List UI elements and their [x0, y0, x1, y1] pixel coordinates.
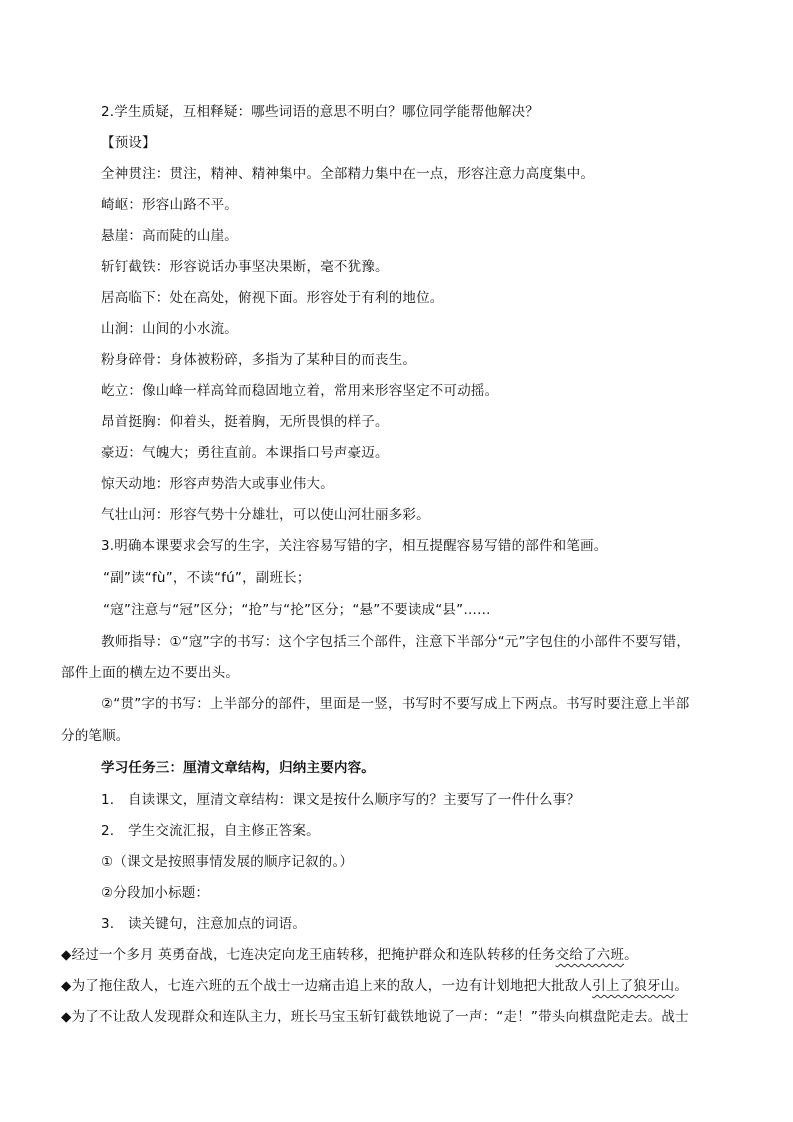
definition-line: 居高临下：处在高处，俯视下面。形容处于有利的地位。 [101, 290, 444, 306]
definition-line: 昂首挺胸：仰着头，挺着胸，无所畏惧的样子。 [101, 414, 389, 430]
key-sentence-bullet [61, 945, 638, 965]
bullet-text: ◆为了拖住敌人，七连六班的五个战士一边痛击追上来的敌人，一边有计划地把大批敌人 [61, 978, 593, 994]
dotted-emphasis: 交给了六班 [555, 947, 625, 963]
subtitle-line: ②分段加小标题： [101, 885, 210, 901]
question-line: 2.学生质疑，互相释疑：哪些词语的意思不明白？哪位同学能帮他解决？ [101, 104, 539, 120]
writing-requirement-line: 3.明确本课要求会写的生字，关注容易写错的字，相互提醒容易写错的部件和笔画。 [101, 538, 608, 554]
numbered-item-2: 2. 学生交流汇报，自主修正答案。 [101, 823, 320, 839]
definition-line: 悬崖：高而陡的山崖。 [101, 228, 238, 244]
key-sentence-bullet [61, 1007, 689, 1027]
definition-line: 粉身碎骨：身体被粉碎，多指为了某种目的而丧生。 [101, 352, 417, 368]
bullet-text: ◆经过一个多月 英勇奋战，七连决定向龙王庙转移，把掩护群众和连队转移的任务 [61, 947, 556, 963]
bullet-end: 。 [624, 947, 638, 963]
guidance-line-two: ②“贯”字的书写：上半部分的部件，里面是一竖，书写时不要写成上下两点。书写时要注意上半部 [101, 696, 690, 712]
definition-line: 豪迈：气魄大；勇往直前。本课指口号声豪迈。 [101, 445, 389, 461]
bullet-text: ◆为了不让敌人发现群众和连队主力，班长马宝玉斩钉截铁地说了一声：“走！”带头向棋盘陀走去。战士 [61, 1009, 689, 1025]
answer-line: ①（课文是按照事情发展的顺序记叙的。） [101, 854, 354, 870]
bullet-end: 。 [674, 978, 689, 994]
definition-line: 斩钉截铁：形容说话办事坚决果断，毫不犹豫。 [101, 259, 389, 275]
distinction-note: “寇”注意与“冠”区分；“抢”与“抡”区分；“悬”不要读成“县”…… [103, 602, 491, 618]
pronunciation-note: “副”读“fù”，不读“fú”，副班长； [103, 570, 311, 586]
definition-line: 全神贯注：贯注，精神、精神集中。全部精力集中在一点，形容注意力高度集中。 [101, 166, 595, 182]
definition-line: 气壮山河：形容气势十分雄壮，可以使山河壮丽多彩。 [101, 507, 430, 523]
key-sentence-bullet [61, 976, 688, 996]
task-three-heading: 学习任务三：厘清文章结构，归纳主要内容。 [101, 760, 375, 776]
teacher-guidance-continuation: 部件上面的横左边不要出头。 [61, 665, 240, 681]
definition-line: 惊天动地：形容声势浩大或事业伟大。 [101, 476, 334, 492]
preset-heading: 【预设】 [101, 135, 156, 151]
definition-line: 崎岖：形容山路不平。 [101, 197, 238, 213]
numbered-item-1: 1. 自读课文，厘清文章结构：课文是按什么顺序写的？主要写了一件什么事？ [101, 792, 581, 808]
definition-line: 屹立：像山峰一样高耸而稳固地立着，常用来形容坚定不可动摇。 [101, 383, 499, 399]
definition-line: 山涧：山间的小水流。 [101, 321, 238, 337]
numbered-item-3: 3. 读关键句，注意加点的词语。 [101, 916, 307, 932]
dotted-emphasis: 引上了狼牙山 [592, 978, 675, 994]
guidance-line-two-continuation: 分的笔顺。 [61, 728, 130, 744]
teacher-guidance-line: 教师指导：①“寇”字的书写：这个字包括三个部件，注意下半部分“元”字包住的小部件不要写错， [101, 634, 691, 650]
